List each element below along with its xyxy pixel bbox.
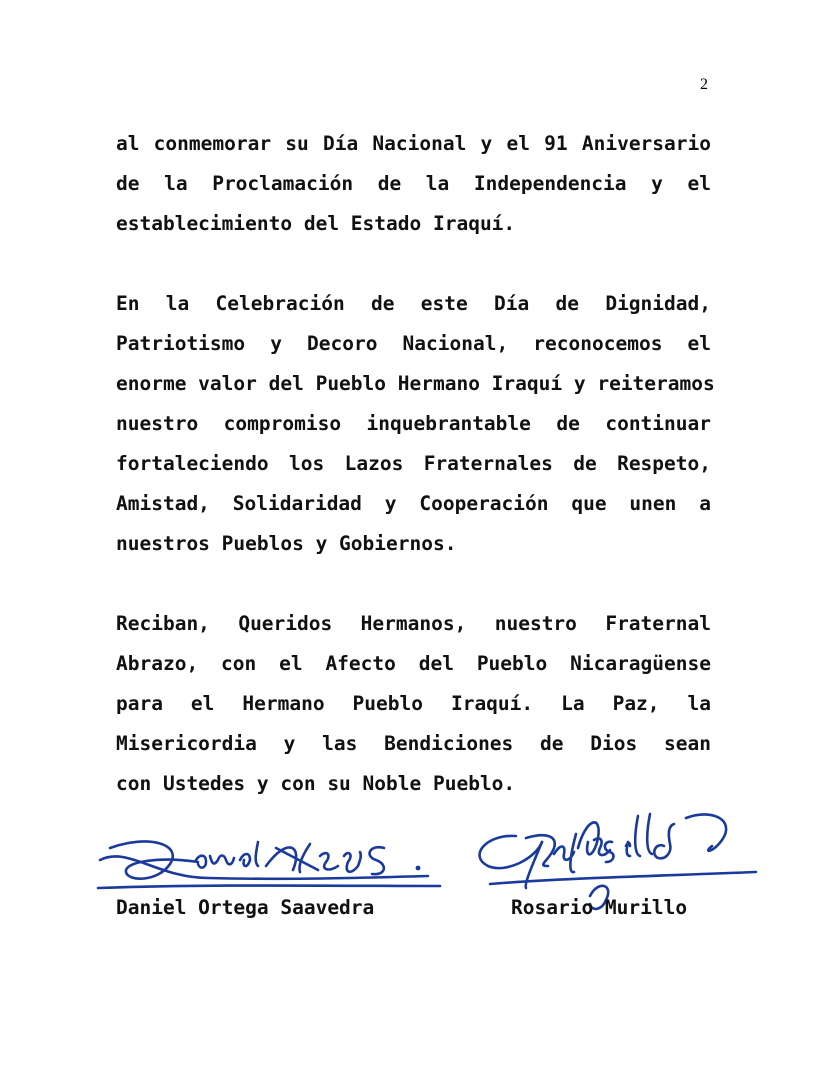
signer-name-right: Rosario Murillo <box>511 896 688 919</box>
text-line: Abrazo, con el Afecto del Pueblo Nicaragüense <box>116 652 711 675</box>
paragraph-2 <box>116 284 715 564</box>
text-line: fortaleciendo los Lazos Fraternales de Respeto, <box>116 452 711 475</box>
text-line: En la Celebración de este Día de Dignidad, <box>116 292 711 315</box>
text-line: Amistad, Solidaridad y Cooperación que unen a <box>116 492 711 515</box>
text-line: de la Proclamación de la Independencia y el <box>116 172 711 195</box>
text-line: Misericordia y las Bendiciones de Dios sean <box>116 732 711 755</box>
page-number: 2 <box>700 76 708 93</box>
text-line: para el Hermano Pueblo Iraquí. La Paz, la <box>116 692 711 715</box>
text-line: Reciban, Queridos Hermanos, nuestro Fraternal <box>116 612 711 635</box>
paragraph-1 <box>116 124 711 244</box>
signer-name-left: Daniel Ortega Saavedra <box>116 896 375 919</box>
signature-daniel-ortega <box>88 826 448 896</box>
text-line: establecimiento del Estado Iraquí. <box>116 212 516 235</box>
text-line: al conmemorar su Día Nacional y el 91 Aniversario <box>116 132 711 155</box>
text-line: con Ustedes y con su Noble Pueblo. <box>116 772 516 795</box>
text-line: enorme valor del Pueblo Hermano Iraquí y reiteramos <box>116 372 715 395</box>
text-line: nuestros Pueblos y Gobiernos. <box>116 532 457 555</box>
paragraph-3 <box>116 604 711 804</box>
text-line: nuestro compromiso inquebrantable de continuar <box>116 412 711 435</box>
text-line: Patriotismo y Decoro Nacional, reconocemos el <box>116 332 711 355</box>
